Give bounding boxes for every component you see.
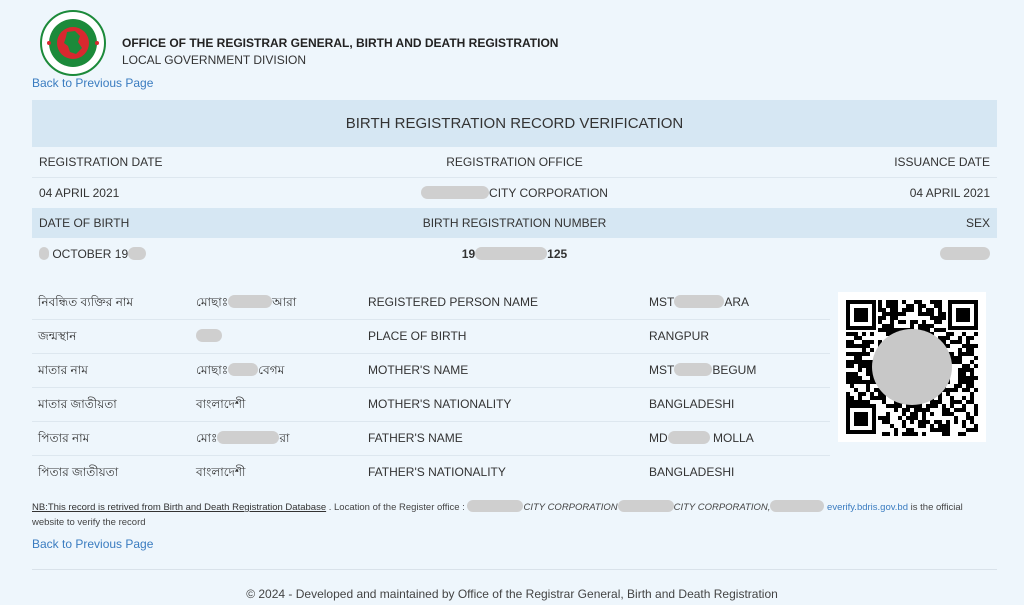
en-label: FATHER'S NAME <box>368 431 463 445</box>
org-subtitle: LOCAL GOVERNMENT DIVISION <box>122 53 307 67</box>
city-corporation-2: CITY CORPORATION, <box>673 502 771 513</box>
qr-code-icon <box>838 292 986 442</box>
sex-label: SEX <box>965 216 990 230</box>
en-value: BANGLADESHI <box>649 397 735 411</box>
en-label: REGISTERED PERSON NAME <box>368 295 539 309</box>
page-footer: © 2024 - Developed and maintained by Office of the Registrar General, Birth and Death Registration <box>246 587 778 601</box>
en-value: MD MOLLA <box>649 431 754 445</box>
en-label: MOTHER'S NATIONALITY <box>368 397 512 411</box>
bn-label: মাতার নাম <box>38 363 88 377</box>
bn-value: মোছাঃ বেগম <box>196 363 285 377</box>
summary-value-row <box>32 178 997 208</box>
bn-label: জন্মস্থান <box>38 329 77 343</box>
en-label: FATHER'S NATIONALITY <box>368 465 506 479</box>
qr-code <box>838 292 986 442</box>
registration-office-value: CITY CORPORATION <box>32 178 997 208</box>
bn-value: বাংলাদেশী <box>196 465 246 479</box>
bn-label: পিতার জাতীয়তা <box>38 465 119 479</box>
city-corporation-1: CITY CORPORATION <box>523 502 618 513</box>
database-note: NB:This record is retrived from Birth and Death Registration Database <box>32 502 327 513</box>
table-row <box>32 456 830 489</box>
en-value: BANGLADESHI <box>649 465 735 479</box>
bn-label: মাতার জাতীয়তা <box>38 397 117 411</box>
en-value: RANGPUR <box>649 329 710 343</box>
en-label: MOTHER'S NAME <box>368 363 469 377</box>
location-note: . Location of the Register office : <box>328 502 465 513</box>
bn-value: বাংলাদেশী <box>196 397 246 411</box>
summary-header-row <box>32 147 997 178</box>
verification-note <box>32 500 997 530</box>
back-to-previous-page-link-bottom[interactable]: Back to Previous Page <box>32 537 154 551</box>
sex-value <box>940 239 990 269</box>
bn-value <box>196 320 222 353</box>
bn-value: মোছাঃ আরা <box>196 295 297 309</box>
issuance-date-label: ISSUANCE DATE <box>894 155 990 169</box>
summary-value-row-2 <box>32 239 997 269</box>
back-to-previous-page-link[interactable]: Back to Previous Page <box>32 76 154 90</box>
date-of-birth-label: DATE OF BIRTH <box>39 216 130 230</box>
issuance-date-value: 04 APRIL 2021 <box>909 186 990 200</box>
table-row <box>32 320 830 354</box>
bn-value: মোঃ রা <box>196 431 290 445</box>
en-label: PLACE OF BIRTH <box>368 329 467 343</box>
registration-date-value: 04 APRIL 2021 <box>39 186 120 200</box>
everify-link[interactable]: everify.bdris.gov.bd <box>827 502 908 513</box>
en-value: MST ARA <box>649 295 750 309</box>
birth-registration-number-value: 19 125 <box>461 247 568 261</box>
table-row <box>32 388 830 422</box>
official-website-note: is the official website to verify the record <box>32 502 963 528</box>
registration-office-label: REGISTRATION OFFICE <box>446 155 583 169</box>
table-row <box>32 286 830 320</box>
en-value: MST BEGUM <box>649 363 757 377</box>
birth-registration-number-label: BIRTH REGISTRATION NUMBER <box>422 216 607 230</box>
panel-title: BIRTH REGISTRATION RECORD VERIFICATION <box>32 100 997 147</box>
registration-date-label: REGISTRATION DATE <box>39 155 163 169</box>
government-seal-icon <box>40 10 106 76</box>
details-table <box>32 286 830 489</box>
bn-label: নিবন্ধিত ব্যক্তির নাম <box>38 295 134 309</box>
table-row <box>32 354 830 388</box>
org-title: OFFICE OF THE REGISTRAR GENERAL, BIRTH AND DEATH REGISTRATION <box>122 36 559 50</box>
table-row <box>32 422 830 456</box>
bn-label: পিতার নাম <box>38 431 90 445</box>
date-of-birth-value: OCTOBER 19 <box>39 239 146 269</box>
divider <box>32 569 997 570</box>
summary-header-row-2 <box>32 208 997 238</box>
